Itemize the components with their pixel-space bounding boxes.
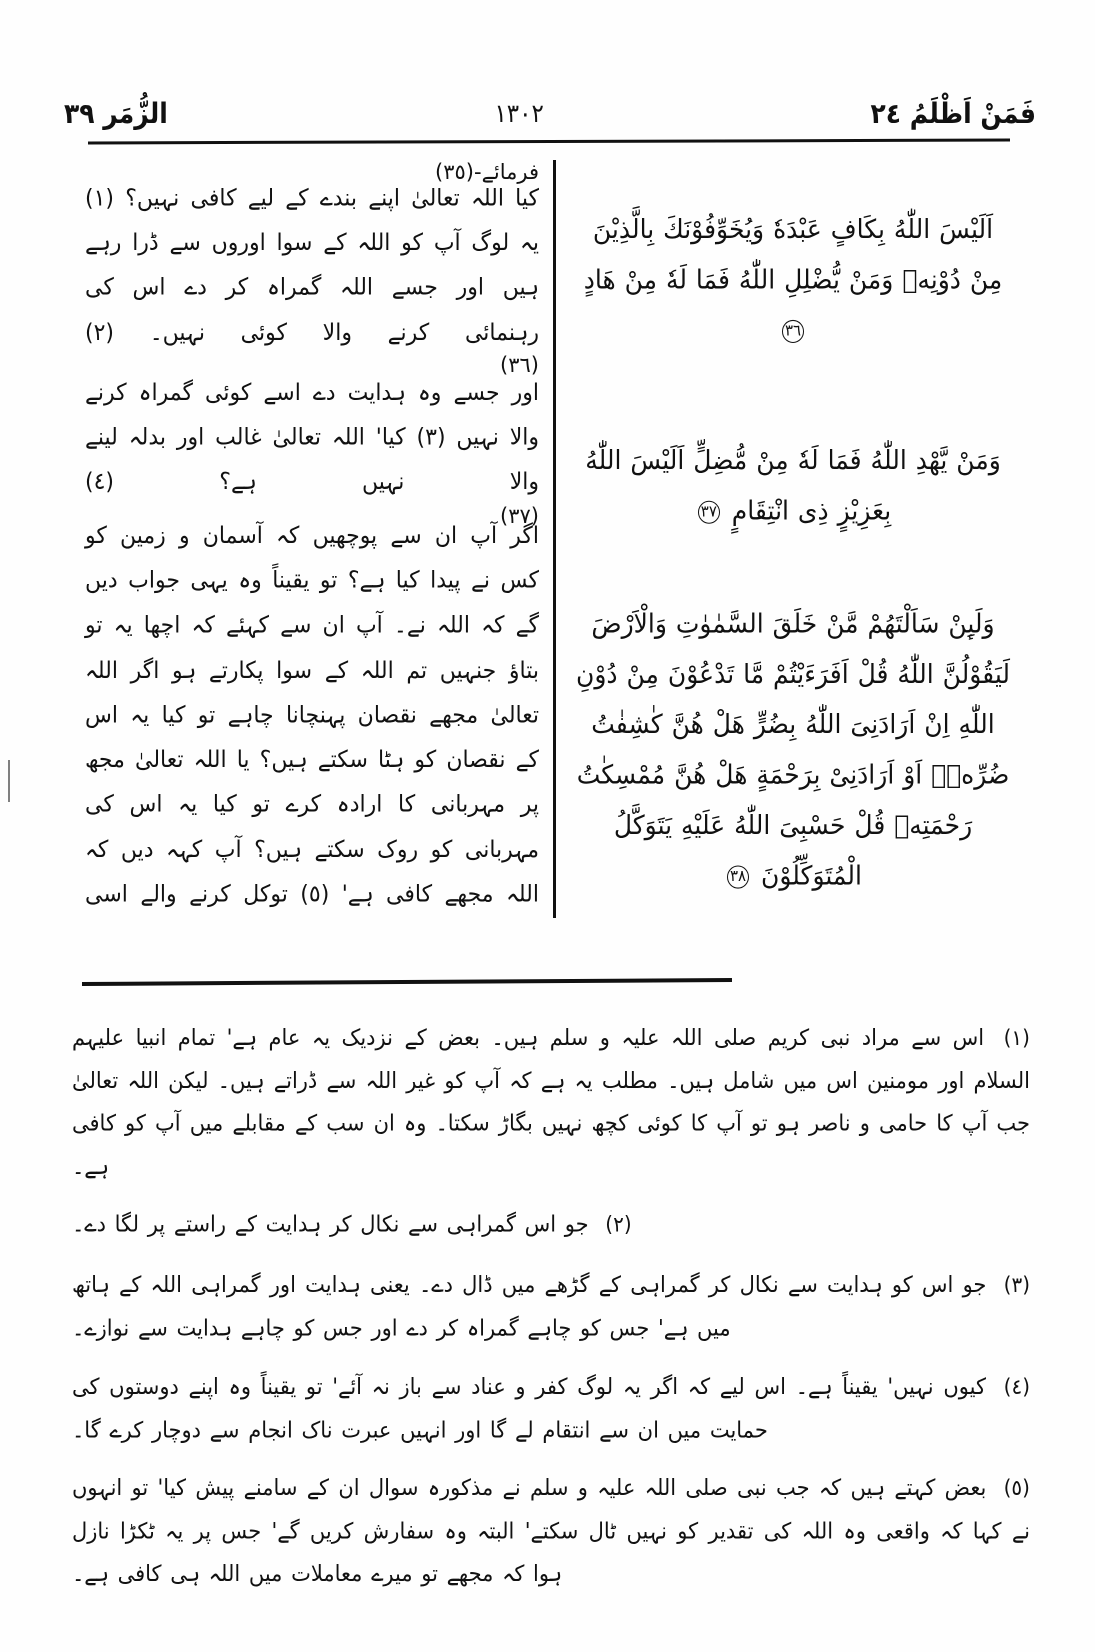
urdu-paragraph: اور جسے وہ ہدایت دے اسے کوئی گمراہ کرنے والا نہیں (٣) کیا' اللہ تعالیٰ غالب اور بدلہ لینے والا نہیں ہے؟ (٤) [85, 379, 539, 496]
ayah-block [574, 204, 1012, 355]
header-divider-rule [88, 139, 1010, 145]
footnotes-section [72, 1000, 1030, 1595]
column-divider-rule [553, 160, 556, 918]
header-page-number: ١٣٠٢ [494, 99, 544, 129]
footnote-number: (٣) [1003, 1271, 1030, 1298]
urdu-verse-marker: (٣٦) [500, 352, 539, 377]
footnote-text: بعض کہتے ہیں کہ جب نبی صلی اللہ علیہ و سلم نے مذکورہ سوال ان کے سامنے پیش کیا' تو انہوں نے کہا کہ واقعی وہ اللہ کی تقدیر کو نہیں ٹال سکتے' البتہ وہ سفارش کریں گے' جس پر یہ ٹکڑا نازل ہوا کہ مجھے تو میرے معاملات میں اللہ ہی کافی ہے۔ [72, 1474, 1030, 1586]
ayah-number-badge: ٣٧ [698, 501, 720, 524]
footnote-number: (١) [1003, 1024, 1030, 1051]
scan-edge-artifact [8, 760, 10, 802]
urdu-paragraph: کیا اللہ تعالیٰ اپنے بندے کے لیے کافی نہیں؟ (١) یہ لوگ آپ کو اللہ کے سوا اوروں سے ڈرا رہے ہیں اور جسے اللہ گمراہ کر دے اس کی رہنمائی کرنے والا کوئی نہیں۔ (٢) [85, 185, 539, 347]
footnote-item [72, 1365, 1030, 1451]
footnote-item [72, 1016, 1030, 1188]
urdu-verse-marker: فرمائے-(٣٥) [435, 160, 539, 184]
urdu-paragraph: اگر آپ ان سے پوچھیں کہ آسمان و زمین کو کس نے پیدا کیا ہے؟ تو یقیناً وہ یہی جواب دیں گے کہ اللہ نے۔ آپ ان سے کہئے کہ اچھا یہ تو بتاؤ جنہیں تم اللہ کے سوا پکارتے ہو اگر اللہ تعالیٰ مجھے نقصان پہنچانا چاہے تو کیا یہ اس کے نقصان کو ہٹا سکتے ہیں؟ یا اللہ تعالیٰ مجھ پر مہربانی کا ارادہ کرے تو کیا یہ اس کی مہربانی کو روک سکتے ہیں؟ آپ کہہ دیں کہ اللہ مجھے کافی ہے' (٥) توکل کرنے والے اسی [85, 522, 539, 908]
footnote-divider-rule [82, 978, 732, 986]
footnote-text: اس سے مراد نبی کریم صلی اللہ علیہ و سلم ہیں۔ بعض کے نزدیک یہ عام ہے' تمام انبیا علیہم السلام اور مومنین اس میں شامل ہیں۔ مطلب یہ ہے کہ آپ کو غیر اللہ سے ڈراتے ہیں۔ لیکن اللہ تعالیٰ جب آپ کا حامی و ناصر ہو تو آپ کا کوئی کچھ نہیں بگاڑ سکتا۔ وہ ان سب کے مقابلے میں آپ کو کافی ہے۔ [72, 1024, 1031, 1179]
arabic-text-column [560, 158, 1030, 918]
footnote-text: جو اس گمراہی سے نکال کر ہدایت کے راستے پر لگا دے۔ [72, 1211, 589, 1237]
page-body [70, 158, 1030, 918]
page-header [60, 78, 1040, 130]
footnote-text: کیوں نہیں' یقیناً ہے۔ اس لیے کہ اگر یہ لوگ کفر و عناد سے باز نہ آئے' تو یقیناً وہ اپنے دوستوں کی حمایت میں ان سے انتقام لے گا اور انہیں عبرت ناک انجام سے دوچار کرے گا۔ [72, 1373, 986, 1443]
ayah-block [574, 599, 1012, 901]
footnote-number: (٥) [1003, 1474, 1030, 1500]
footnote-item [72, 1203, 1030, 1246]
ayah-text: اَلَیْسَ اللّٰهُ بِكَافٍ عَبْدَهٗ وَیُخَوِّفُوْنَكَ بِالَّذِیْنَ مِنْ دُوْنِهٖ وَمَنْ یُّضْلِلِ اللّٰهُ فَمَا لَهٗ مِنْ هَادٍ [583, 213, 1003, 295]
urdu-translation-column [79, 158, 549, 918]
urdu-verse-marker: (٣٧) [500, 503, 539, 528]
ayah-number-badge: ٣٦ [782, 320, 804, 343]
ayah-text: وَلَىِٕنْ سَاَلْتَهُمْ مَّنْ خَلَقَ السَّمٰوٰتِ وَالْاَرْضَ لَیَقُوْلُنَّ اللّٰهُ قُلْ اَفَرَءَیْتُمْ مَّا تَدْعُوْنَ مِنْ دُوْنِ اللّٰهِ اِنْ اَرَادَنِیَ اللّٰهُ بِضُرٍّ هَلْ هُنَّ كٰشِفٰتُ ضُرِّهٖۤ اَوْ اَرَادَنِیْ بِرَحْمَةٍ هَلْ هُنَّ مُمْسِكٰتُ رَحْمَتِهٖ قُلْ حَسْبِیَ اللّٰهُ عَلَیْهِ یَتَوَكَّلُ الْمُتَوَكِّلُوْنَ [576, 608, 1010, 891]
footnote-number: (٢) [605, 1211, 632, 1237]
footnote-text: جو اس کو ہدایت سے نکال کر گمراہی کے گڑھے میں ڈال دے۔ یعنی ہدایت اور گمراہی اللہ کے ہاتھ میں ہے' جس کو چاہے گمراہ کر دے اور جس کو چاہے ہدایت سے نوازے۔ [72, 1271, 987, 1341]
footnote-item [72, 1263, 1030, 1349]
ayah-block [574, 436, 1012, 537]
ayah-number-badge: ٣٨ [727, 866, 749, 889]
header-juz-title: فَمَنْ اَظْلَمُ ٢٤ [870, 97, 1036, 130]
ayah-text: وَمَنْ یَّهْدِ اللّٰهُ فَمَا لَهٗ مِنْ مُّضِلٍّ اَلَیْسَ اللّٰهُ بِعَزِیْزٍ ذِی انْتِقَامٍ [585, 445, 1001, 526]
header-surah-title: الزُّمَر ٣٩ [64, 97, 168, 130]
footnote-item [72, 1466, 1030, 1595]
footnote-number: (٤) [1003, 1373, 1030, 1400]
